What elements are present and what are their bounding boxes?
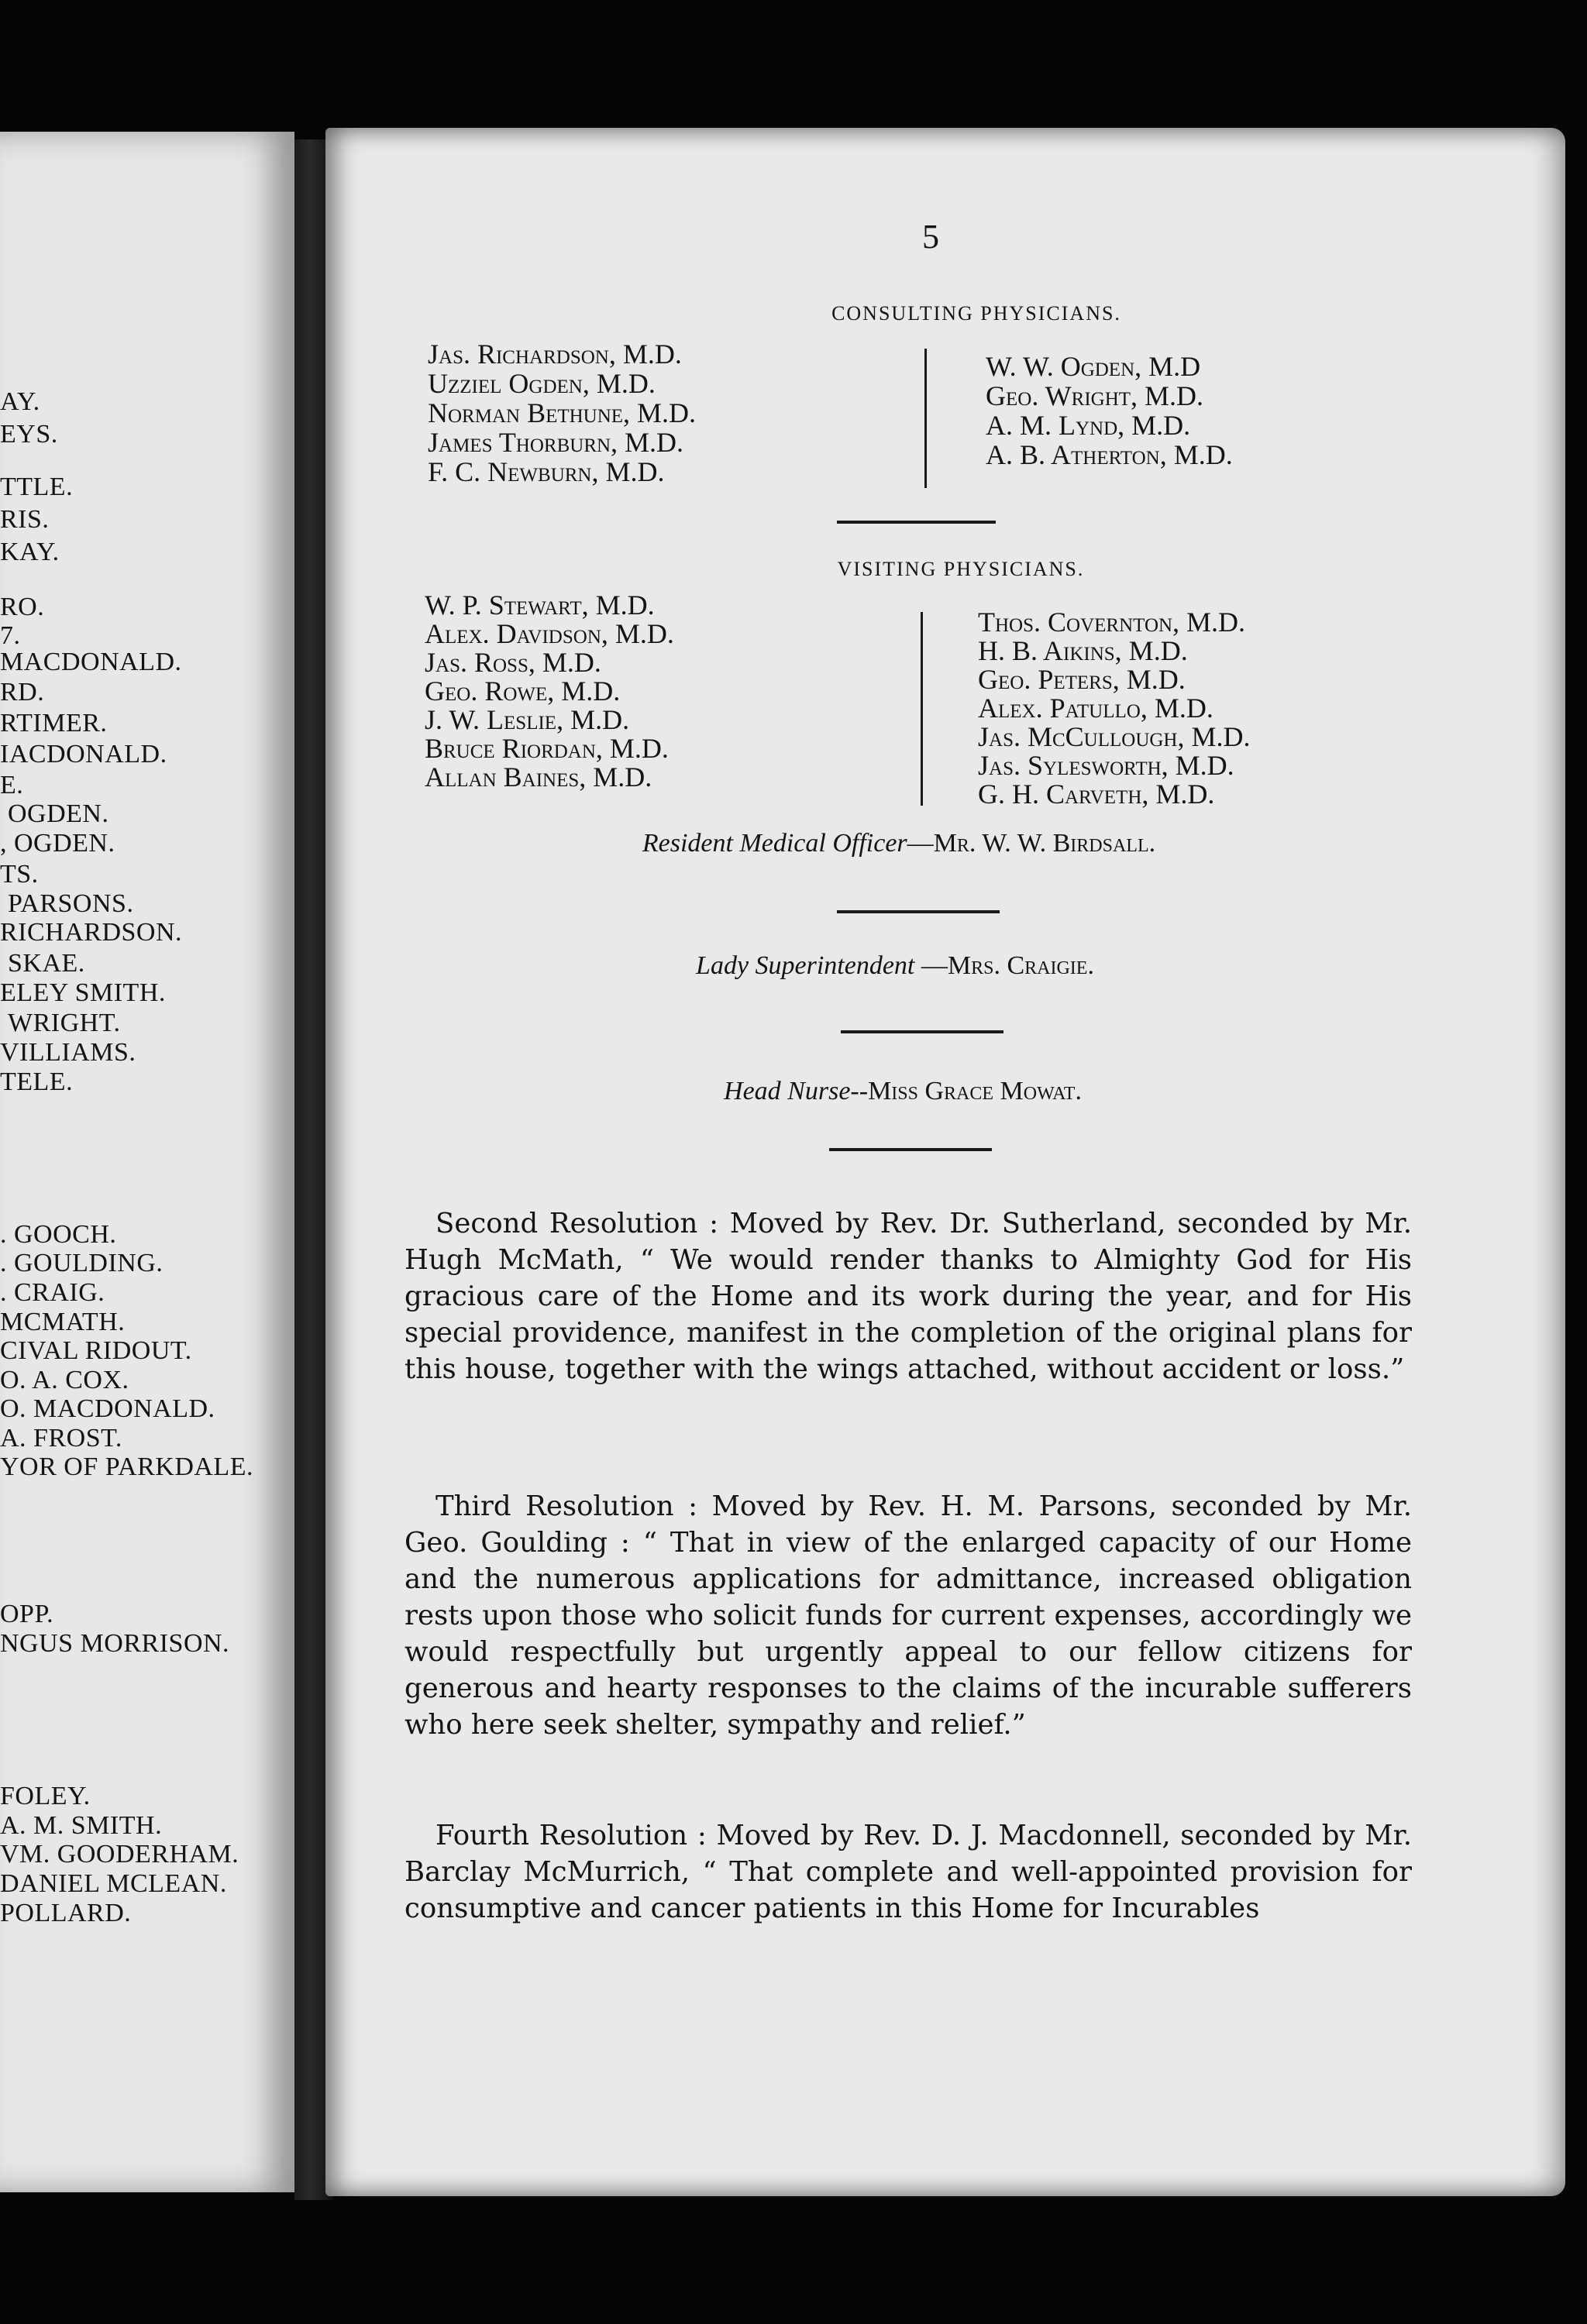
left-page-line: RICHARDSON. (0, 918, 183, 947)
left-page-line: SKAE. (8, 949, 85, 978)
left-page-line: A. FROST. (0, 1424, 122, 1452)
left-page-line: O. A. COX. (0, 1366, 129, 1394)
left-page-line: , OGDEN. (0, 829, 115, 858)
consulting-physician-left: Uzziel Ogden, M.D. (428, 368, 656, 399)
consulting-physician-left: F. C. Newburn, M.D. (428, 456, 665, 487)
resident-medical-officer: Resident Medical Officer—Mr. W. W. Birdsall. (642, 829, 1156, 858)
left-page-line: RO. (0, 593, 45, 621)
section-rule (829, 1148, 992, 1151)
consulting-physician-right: W. W. Ogden, M.D (986, 351, 1201, 382)
left-page-line: TELE. (0, 1067, 74, 1096)
visiting-physician-right: G. H. Carveth, M.D. (978, 779, 1215, 810)
consulting-physicians-heading: CONSULTING PHYSICIANS. (831, 302, 1121, 325)
left-page-line: TTLE. (0, 473, 74, 501)
left-page-line: . CRAIG. (0, 1278, 105, 1307)
page-number: 5 (922, 218, 939, 256)
left-page-line: VM. GOODERHAM. (0, 1840, 239, 1868)
visiting-physician-left: J. W. Leslie, M.D. (425, 704, 630, 735)
fourth-resolution-paragraph: Fourth Resolution : Moved by Rev. D. J. Macdonnell, seconded by Mr. Barclay McMurrich, “ That complete and well-appointed provision for consumptive and cancer patients in this Home for Incurables (404, 1819, 1412, 1924)
left-page-line: A. M. SMITH. (0, 1811, 163, 1840)
visiting-physicians-heading: VISITING PHYSICIANS. (837, 558, 1085, 580)
left-page-line: . GOULDING. (0, 1249, 164, 1277)
head-nurse: Head Nurse--Miss Grace Mowat. (724, 1077, 1082, 1105)
staff-role: Head Nurse (724, 1077, 851, 1105)
visiting-physician-left: W. P. Stewart, M.D. (425, 590, 655, 621)
left-page-line: MCMATH. (0, 1308, 126, 1336)
left-page-line: VILLIAMS. (0, 1038, 136, 1067)
visiting-physician-right: Alex. Patullo, M.D. (978, 693, 1213, 724)
visiting-physician-right: Jas. Sylesworth, M.D. (978, 750, 1234, 781)
left-page-line: E. (0, 771, 24, 799)
left-page-line: CIVAL RIDOUT. (0, 1336, 192, 1365)
visiting-physician-left: Jas. Ross, M.D. (425, 647, 601, 678)
left-page-line: PARSONS. (8, 889, 134, 918)
consulting-physician-left: Norman Bethune, M.D. (428, 397, 697, 428)
visiting-physician-left: Allan Baines, M.D. (425, 761, 652, 792)
section-rule (837, 910, 1000, 913)
left-page-line: 7. (0, 621, 21, 650)
left-page-line: WRIGHT. (8, 1009, 121, 1037)
staff-role: Lady Superintendent (696, 951, 915, 980)
left-page-fragment (0, 132, 294, 2192)
left-page-line: AY. (0, 387, 40, 416)
left-page-line: YOR OF PARKDALE. (0, 1452, 253, 1481)
column-divider (921, 612, 923, 806)
visiting-physician-left: Bruce Riordan, M.D. (425, 733, 669, 764)
column-divider (924, 349, 927, 488)
left-page-line: ELEY SMITH. (0, 978, 166, 1007)
third-resolution-paragraph: Third Resolution : Moved by Rev. H. M. Parsons, seconded by Mr. Geo. Goulding : “ That in view of the enlarged capacity of our Home and the numerous applications for admittance, increased obligation rests upon those who solicit funds for current expenses, accordingly we would respectfully but urgently appeal to our fellow citizens for generous and hearty responses to the claims of the incurable sufferers who here seek shelter, sympathy and relief.” (404, 1490, 1412, 1741)
left-page-line: IACDONALD. (0, 740, 167, 768)
left-page-line: RIS. (0, 505, 50, 534)
section-rule (841, 1030, 1003, 1033)
left-page-line: . GOOCH. (0, 1220, 117, 1249)
visiting-physician-left: Alex. Davidson, M.D. (425, 618, 674, 649)
consulting-physician-right: A. B. Atherton, M.D. (986, 439, 1233, 470)
visiting-physician-right: Thos. Covernton, M.D. (978, 607, 1246, 638)
consulting-physician-left: Jas. Richardson, M.D. (428, 339, 682, 370)
visiting-physician-right: Jas. McCullough, M.D. (978, 721, 1251, 752)
second-resolution-paragraph: Second Resolution : Moved by Rev. Dr. Sutherland, seconded by Mr. Hugh McMath, “ We would render thanks to Almighty God for His gracious care of the Home and its work during the year, and for His special providence, manifest in the completion of the original plans for this house, together with the wings attached, without accident or loss.” (404, 1207, 1412, 1385)
left-page-line: OPP. (0, 1600, 54, 1628)
left-page-line: DANIEL MCLEAN. (0, 1869, 227, 1898)
left-page-line: RD. (0, 678, 45, 706)
left-page-line: NGUS MORRISON. (0, 1629, 230, 1658)
consulting-physician-right: A. M. Lynd, M.D. (986, 410, 1191, 441)
left-page-line: KAY. (0, 538, 60, 566)
left-page-line: FOLEY. (0, 1782, 91, 1810)
staff-role: Resident Medical Officer (642, 829, 907, 858)
visiting-physician-right: Geo. Peters, M.D. (978, 664, 1186, 695)
visiting-physician-right: H. B. Aikins, M.D. (978, 635, 1188, 666)
left-page-line: O. MACDONALD. (0, 1394, 215, 1423)
left-page-line: OGDEN. (8, 799, 109, 828)
left-page-line: RTIMER. (0, 709, 108, 737)
visiting-physician-left: Geo. Rowe, M.D. (425, 676, 621, 706)
staff-name: Mrs. Craigie. (947, 951, 1094, 980)
consulting-physician-right: Geo. Wright, M.D. (986, 380, 1204, 411)
section-rule (837, 521, 996, 524)
staff-name: Miss Grace Mowat. (868, 1077, 1082, 1105)
left-page-line: TS. (0, 860, 39, 889)
left-page-line: MACDONALD. (0, 648, 182, 676)
staff-name: Mr. W. W. Birdsall. (933, 829, 1156, 858)
left-page-line: POLLARD. (0, 1899, 132, 1927)
lady-superintendent: Lady Superintendent —Mrs. Craigie. (696, 951, 1094, 980)
consulting-physician-left: James Thorburn, M.D. (428, 427, 684, 458)
left-page-line: EYS. (0, 420, 58, 449)
